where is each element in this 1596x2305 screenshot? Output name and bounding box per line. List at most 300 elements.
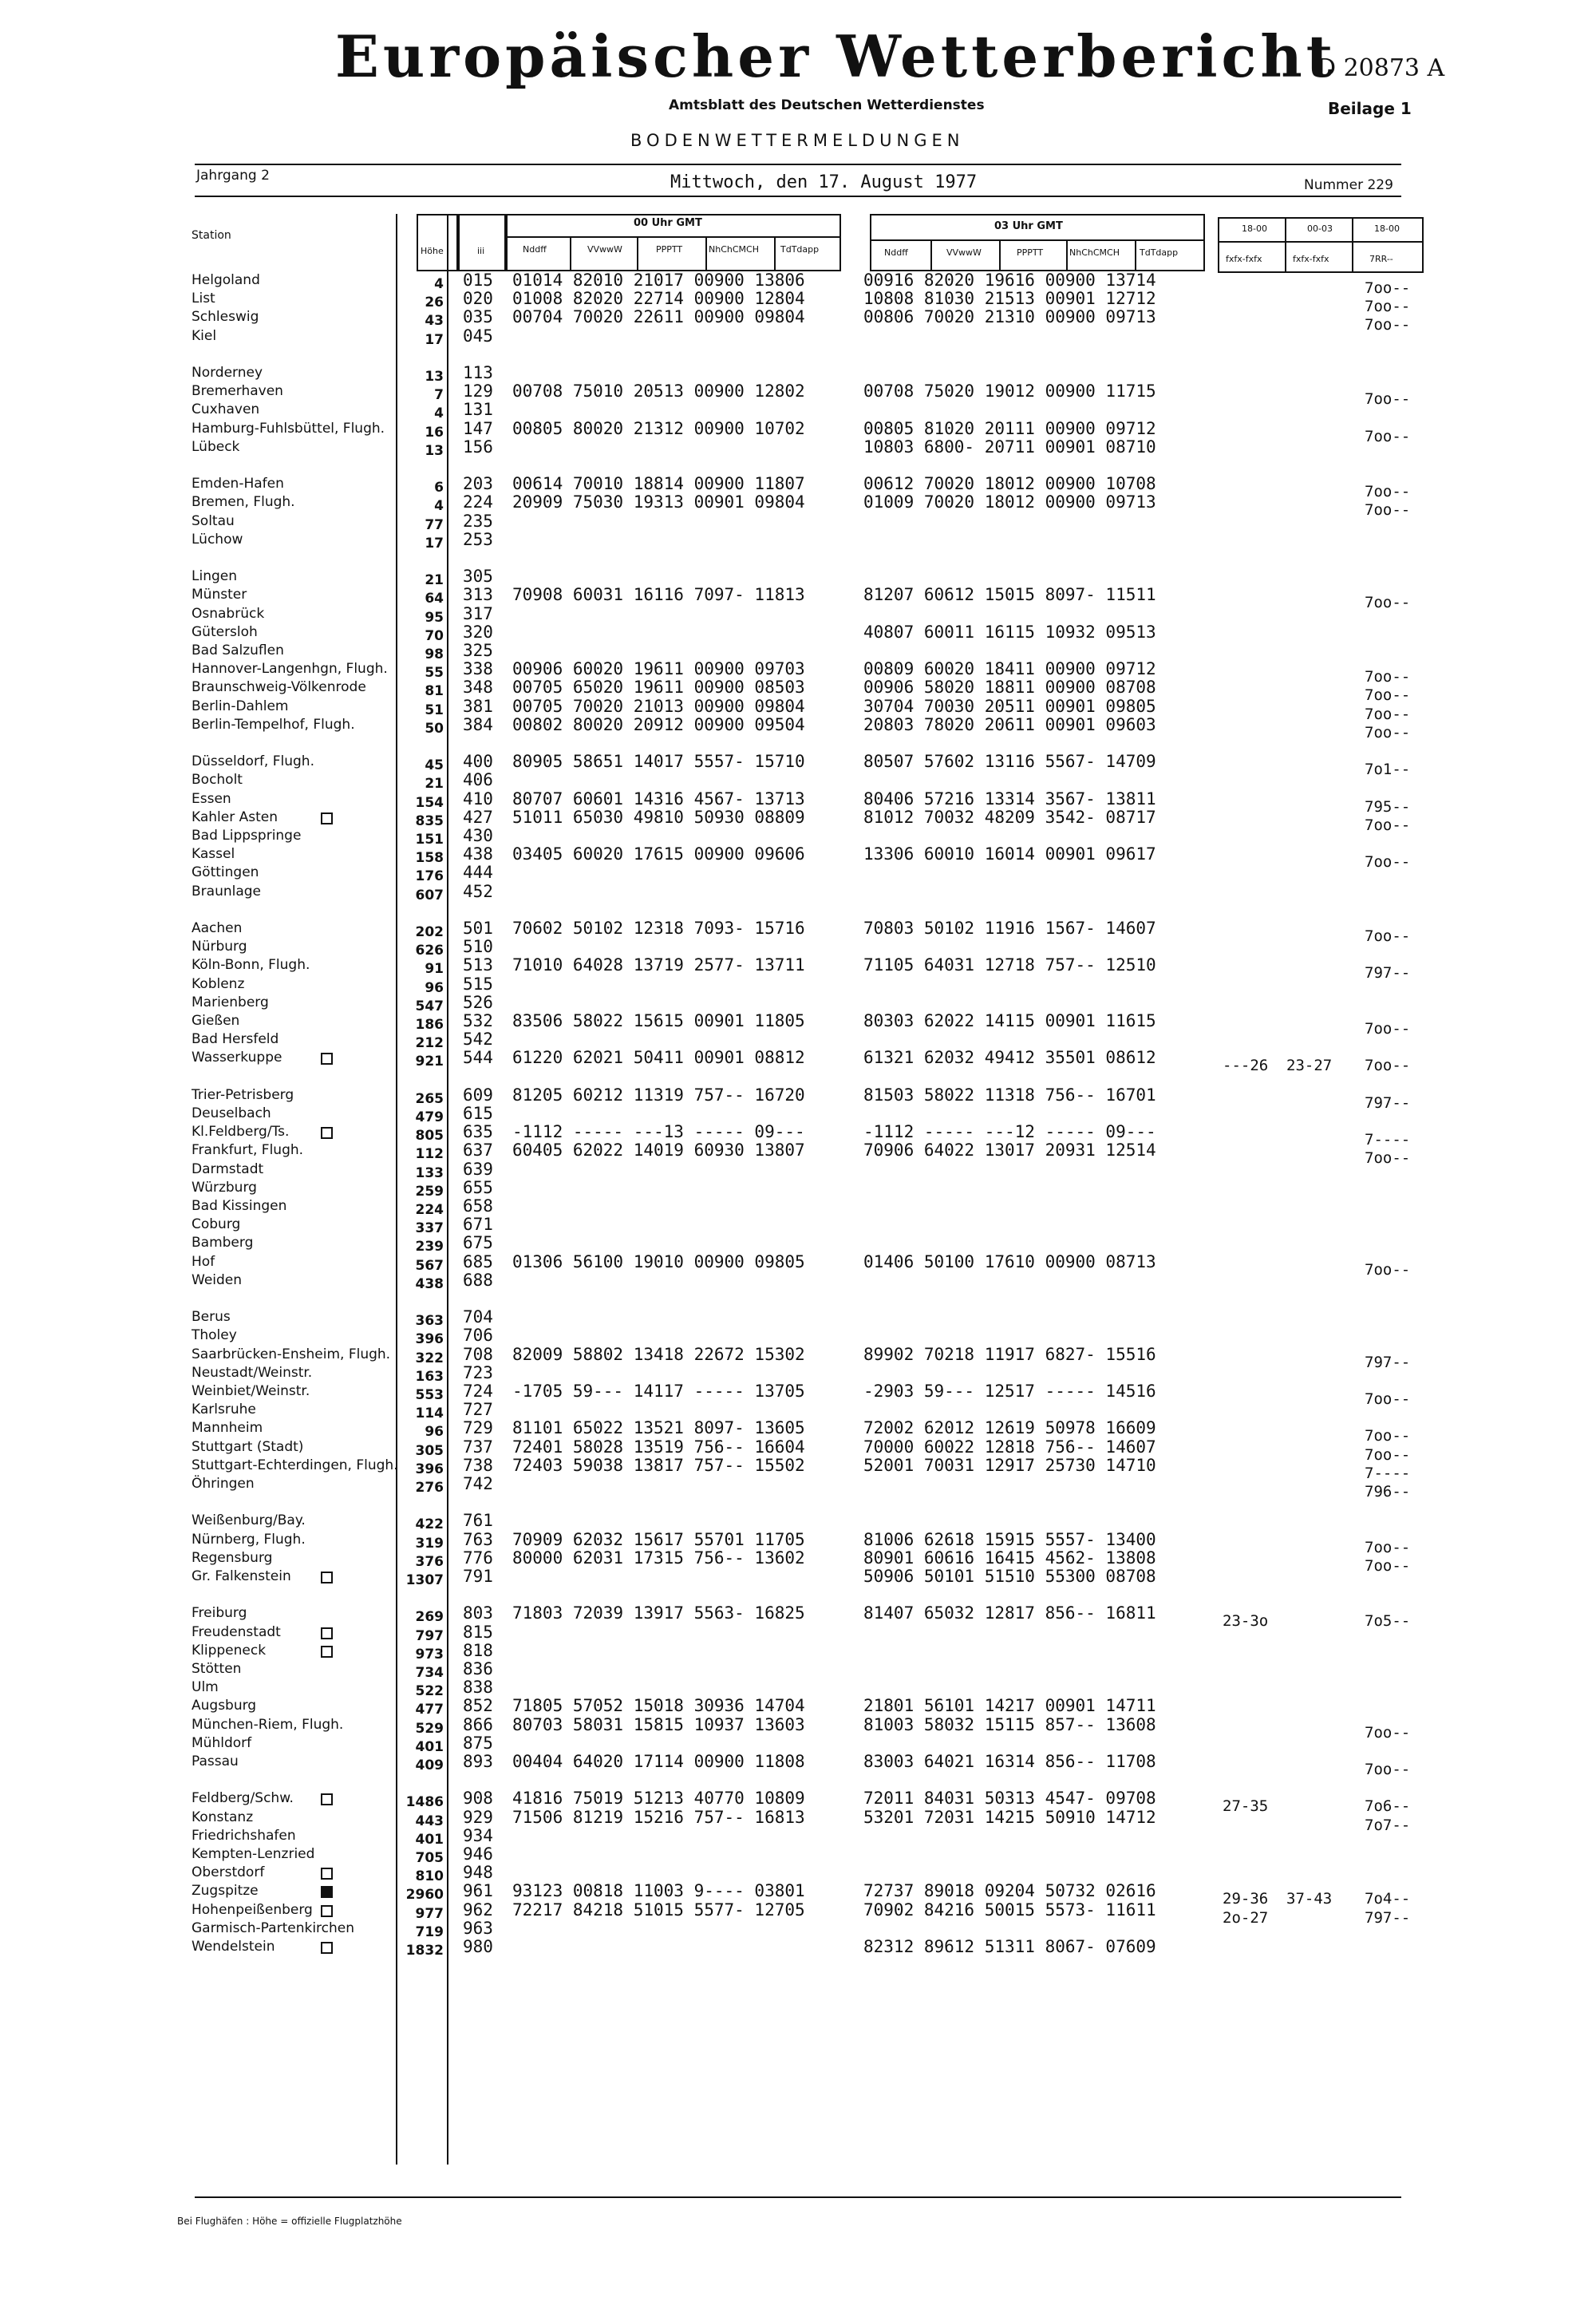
station-number: 671 <box>463 1215 493 1235</box>
extra-sep <box>1285 217 1286 273</box>
obs-03-gmt: -2903 59--- 12517 ----- 14516 <box>863 1382 1156 1401</box>
obs-00-gmt: 00708 75010 20513 00900 12802 <box>512 382 805 401</box>
obs-03-gmt: 80901 60616 16415 4562- 13808 <box>863 1548 1156 1568</box>
obs-03-gmt: 81407 65032 12817 856-- 16811 <box>863 1603 1156 1623</box>
station-height: 13 <box>425 369 444 385</box>
station-name: Bad Kissingen <box>192 1198 287 1214</box>
obs-00-gmt: 71803 72039 13917 5563- 16825 <box>512 1603 805 1623</box>
station-name: Stuttgart (Stadt) <box>192 1438 304 1455</box>
obs-00-gmt: 60405 62022 14019 60930 13807 <box>512 1141 805 1160</box>
obs-00-gmt: -1112 ----- ---13 ----- 09--- <box>512 1122 805 1142</box>
obs-00-gmt: 71805 57052 15018 30936 14704 <box>512 1696 805 1716</box>
gust-18-00: 2o-27 <box>1223 1908 1269 1927</box>
obs-00-gmt: 81101 65022 13521 8097- 13605 <box>512 1418 805 1438</box>
station-height: 2960 <box>405 1887 444 1904</box>
hoehe-header-box <box>417 214 458 271</box>
obs-03-gmt: 83003 64021 16314 856-- 11708 <box>863 1752 1156 1771</box>
station-number: 501 <box>463 919 493 938</box>
station-number: 704 <box>463 1307 493 1327</box>
station-height: 114 <box>415 1406 444 1422</box>
station-height: 77 <box>425 516 444 533</box>
station-name: Gr. Falkenstein <box>192 1568 291 1584</box>
station-name: Göttingen <box>192 864 259 881</box>
block03-title: 03 Uhr GMT <box>994 220 1063 232</box>
document-title: Europäischer Wetterbericht <box>335 22 1337 90</box>
station-number: 045 <box>463 326 493 346</box>
station-name: Würzburg <box>192 1179 257 1196</box>
station-number: 723 <box>463 1362 493 1382</box>
obs-03-gmt: 52001 70031 12917 25730 14710 <box>863 1455 1156 1475</box>
station-number: 381 <box>463 696 493 716</box>
station-height: 133 <box>415 1164 444 1181</box>
precip-group: 7oo-- <box>1365 390 1411 409</box>
station-number: 427 <box>463 807 493 827</box>
precip-group: 7---- <box>1365 1131 1411 1149</box>
station-number: 338 <box>463 659 493 679</box>
obs-00-gmt: 00704 70020 22611 00900 09804 <box>512 307 805 327</box>
iii-header-box <box>458 214 506 271</box>
precip-group: 7oo-- <box>1365 1020 1411 1038</box>
open-square-icon <box>321 1868 333 1880</box>
obs-03-gmt: 80507 57602 13116 5567- 14709 <box>863 752 1156 772</box>
station-name: Klippeneck <box>192 1642 267 1659</box>
obs-03-gmt: 71105 64031 12718 757-- 12510 <box>863 955 1156 975</box>
obs-03-gmt: 50906 50101 51510 55300 08708 <box>863 1567 1156 1586</box>
station-name: Münster <box>192 587 247 603</box>
station-height: 64 <box>425 591 444 607</box>
station-height: 269 <box>415 1609 444 1626</box>
precip-group: 7o1-- <box>1365 761 1411 779</box>
beilage-label: Beilage 1 <box>1328 99 1412 118</box>
station-height: 422 <box>415 1516 444 1533</box>
obs-00-gmt: 00705 70020 21013 00900 09804 <box>512 696 805 716</box>
column-header-hoehe: Höhe <box>421 246 444 256</box>
obs-03-gmt: 81003 58032 15115 857-- 13608 <box>863 1714 1156 1734</box>
section-title: BODENWETTERMELDUNGEN <box>630 131 965 150</box>
station-name: Mannheim <box>192 1420 263 1437</box>
precip-group: 7oo-- <box>1365 853 1411 872</box>
station-name: Schleswig <box>192 309 259 326</box>
precip-group: 7oo-- <box>1365 1149 1411 1168</box>
precip-group: 796-- <box>1365 1483 1411 1500</box>
station-height: 13 <box>425 442 444 459</box>
station-name: Bremerhaven <box>192 383 283 400</box>
obs-03-gmt: 01009 70020 18012 00900 09713 <box>863 492 1156 512</box>
station-height: 479 <box>415 1109 444 1125</box>
obs-03-gmt: 70000 60022 12818 756-- 14607 <box>863 1437 1156 1457</box>
precip-group: 7oo-- <box>1365 1723 1411 1742</box>
station-height: 163 <box>415 1368 444 1385</box>
station-name: Tholey <box>192 1327 237 1344</box>
station-name: Essen <box>192 790 231 807</box>
precip-group: 7oo-- <box>1365 723 1411 741</box>
station-number: 708 <box>463 1344 493 1364</box>
station-height: 96 <box>425 979 444 996</box>
station-height: 553 <box>415 1387 444 1403</box>
precip-group: 7o4-- <box>1365 1890 1411 1908</box>
station-height: 734 <box>415 1665 444 1681</box>
station-name: Zugspitze <box>192 1883 259 1900</box>
block00-col-2: VVwwW <box>587 244 622 255</box>
station-height: 43 <box>425 313 444 330</box>
station-height: 719 <box>415 1923 444 1940</box>
station-number: 113 <box>463 363 493 382</box>
station-number: 129 <box>463 382 493 401</box>
obs-03-gmt: 00805 81020 20111 00900 09712 <box>863 418 1156 438</box>
station-number: 320 <box>463 622 493 642</box>
station-name: Hohenpeißenberg <box>192 1901 313 1918</box>
precip-group: 7oo-- <box>1365 686 1411 705</box>
station-number: 015 <box>463 271 493 290</box>
obs-00-gmt: 00906 60020 19611 00900 09703 <box>512 659 805 679</box>
precip-group: 797-- <box>1365 964 1411 982</box>
precip-group: 7oo-- <box>1365 1390 1411 1408</box>
obs-03-gmt: 00708 75020 19012 00900 11715 <box>863 382 1156 401</box>
station-name: Karlsruhe <box>192 1402 256 1418</box>
station-number: 325 <box>463 641 493 660</box>
station-number: 406 <box>463 770 493 790</box>
station-height: 6 <box>434 480 444 496</box>
station-height: 224 <box>415 1202 444 1218</box>
station-name: Braunschweig-Völkenrode <box>192 679 366 696</box>
station-number: 639 <box>463 1159 493 1179</box>
station-height: 259 <box>415 1183 444 1200</box>
block03-col-5: TdTdapp <box>1140 247 1179 258</box>
document-code: D 20873 A <box>1317 54 1445 82</box>
obs-00-gmt: 41816 75019 51213 40770 10809 <box>512 1789 805 1809</box>
station-number: 818 <box>463 1640 493 1660</box>
obs-00-gmt: 72217 84218 51015 5577- 12705 <box>512 1900 805 1920</box>
obs-03-gmt: 21801 56101 14217 00901 14711 <box>863 1696 1156 1716</box>
precip-group: 7oo-- <box>1365 594 1411 612</box>
station-name: Bad Hersfeld <box>192 1031 279 1048</box>
station-name: Düsseldorf, Flugh. <box>192 753 314 770</box>
station-number: 305 <box>463 567 493 587</box>
extra-col-2: 00-03 <box>1307 223 1333 234</box>
station-name: Weißenburg/Bay. <box>192 1512 306 1529</box>
station-number: 893 <box>463 1752 493 1771</box>
station-height: 17 <box>425 331 444 348</box>
station-height: 443 <box>415 1813 444 1829</box>
station-number: 526 <box>463 992 493 1012</box>
hoehe-right-rule <box>447 214 448 2165</box>
block00-col-4: NhChCMCH <box>709 244 759 255</box>
station-name: Koblenz <box>192 975 245 992</box>
obs-00-gmt: 00805 80020 21312 00900 10702 <box>512 418 805 438</box>
station-height: 265 <box>415 1090 444 1107</box>
precip-group: 7oo-- <box>1365 1761 1411 1778</box>
station-height: 921 <box>415 1054 444 1070</box>
station-number: 203 <box>463 474 493 494</box>
obs-03-gmt: 72011 84031 50313 4547- 09708 <box>863 1789 1156 1809</box>
extra-sub-3: 7RR-- <box>1369 254 1393 264</box>
open-square-icon <box>321 1905 333 1917</box>
precip-group: 7oo-- <box>1365 927 1411 945</box>
station-height: 322 <box>415 1350 444 1366</box>
station-height: 319 <box>415 1535 444 1552</box>
station-number: 961 <box>463 1881 493 1901</box>
station-name: Bremen, Flugh. <box>192 494 295 511</box>
open-square-icon <box>321 1627 333 1639</box>
obs-00-gmt: 80000 62031 17315 756-- 13602 <box>512 1548 805 1568</box>
station-height: 835 <box>415 812 444 829</box>
station-height: 186 <box>415 1017 444 1033</box>
station-height: 1832 <box>405 1943 444 1959</box>
obs-03-gmt: 72737 89018 09204 50732 02616 <box>863 1881 1156 1901</box>
station-name: Stuttgart-Echterdingen, Flugh. <box>192 1457 398 1473</box>
gust-18-00: 29-36 <box>1223 1890 1269 1908</box>
station-height: 705 <box>415 1850 444 1866</box>
obs-00-gmt: 72403 59038 13817 757-- 15502 <box>512 1455 805 1475</box>
obs-00-gmt: 00404 64020 17114 00900 11808 <box>512 1752 805 1771</box>
block00-sep <box>705 236 707 271</box>
station-height: 45 <box>425 757 444 774</box>
station-height: 17 <box>425 535 444 552</box>
header-rule <box>195 196 1401 197</box>
station-height: 21 <box>425 776 444 793</box>
station-name: Hof <box>192 1253 215 1270</box>
station-height: 567 <box>415 1257 444 1274</box>
column-header-station: Station <box>192 229 231 242</box>
station-name: Kempten-Lenzried <box>192 1846 315 1862</box>
jahrgang-label: Jahrgang 2 <box>196 168 270 184</box>
station-number: 815 <box>463 1622 493 1642</box>
station-height: 91 <box>425 961 444 978</box>
station-number: 313 <box>463 585 493 605</box>
station-name: Weiden <box>192 1271 243 1288</box>
obs-00-gmt: 93123 00818 11003 9---- 03801 <box>512 1881 805 1901</box>
station-number: 963 <box>463 1918 493 1938</box>
station-name: Augsburg <box>192 1698 257 1714</box>
station-name: Freudenstadt <box>192 1623 281 1640</box>
station-height: 1307 <box>405 1572 444 1588</box>
station-name: Feldberg/Schw. <box>192 1790 294 1807</box>
obs-03-gmt: 72002 62012 12619 50978 16609 <box>863 1418 1156 1438</box>
block03-col-4: NhChCMCH <box>1069 247 1120 258</box>
precip-group: 7o7-- <box>1365 1816 1411 1834</box>
extra-divider <box>1218 241 1424 243</box>
station-number: 685 <box>463 1251 493 1271</box>
obs-00-gmt: 81205 60212 11319 757-- 16720 <box>512 1085 805 1105</box>
obs-00-gmt: 20909 75030 19313 00901 09804 <box>512 492 805 512</box>
station-number: 253 <box>463 529 493 549</box>
station-height: 55 <box>425 665 444 682</box>
station-number: 742 <box>463 1474 493 1493</box>
station-name: Konstanz <box>192 1809 254 1825</box>
station-name: Friedrichshafen <box>192 1827 296 1844</box>
station-name: Deuselbach <box>192 1105 271 1121</box>
station-name: Lüchow <box>192 531 243 548</box>
bottom-rule <box>195 2196 1401 2198</box>
open-square-icon <box>321 1793 333 1805</box>
station-number: 317 <box>463 603 493 623</box>
station-number: 615 <box>463 1104 493 1123</box>
station-name: Ulm <box>192 1679 219 1696</box>
station-number: 513 <box>463 955 493 975</box>
precip-group: 7oo-- <box>1365 279 1411 297</box>
station-height: 626 <box>415 943 444 959</box>
station-number: 609 <box>463 1085 493 1105</box>
precip-group: 7---- <box>1365 1464 1411 1482</box>
station-number: 706 <box>463 1326 493 1346</box>
obs-03-gmt: 30704 70030 20511 00901 09805 <box>863 696 1156 716</box>
station-name: Oberstdorf <box>192 1864 265 1881</box>
station-number: 875 <box>463 1733 493 1753</box>
station-name: Berus <box>192 1309 231 1326</box>
station-number: 763 <box>463 1529 493 1549</box>
station-height: 21 <box>425 572 444 589</box>
station-height: 363 <box>415 1313 444 1330</box>
station-number: 675 <box>463 1233 493 1253</box>
obs-03-gmt: 70902 84216 50015 5573- 11611 <box>863 1900 1156 1920</box>
station-number: 791 <box>463 1567 493 1586</box>
obs-00-gmt: 72401 58028 13519 756-- 16604 <box>512 1437 805 1457</box>
station-name: Öhringen <box>192 1476 255 1492</box>
station-name: Braunlage <box>192 883 262 899</box>
station-name: Bamberg <box>192 1235 254 1251</box>
station-height: 26 <box>425 295 444 311</box>
precip-group: 7oo-- <box>1365 316 1411 334</box>
gust-00-03: 37-43 <box>1286 1890 1333 1908</box>
precip-group: 7oo-- <box>1365 298 1411 316</box>
station-number: 384 <box>463 714 493 734</box>
precip-group: 7oo-- <box>1365 668 1411 686</box>
station-name: Gießen <box>192 1013 240 1029</box>
station-number: 410 <box>463 789 493 809</box>
obs-03-gmt: 70803 50102 11916 1567- 14607 <box>863 919 1156 938</box>
station-height: 396 <box>415 1461 444 1477</box>
block03-sep <box>1066 239 1068 271</box>
station-name: Trier-Petrisberg <box>192 1086 294 1103</box>
station-number: 838 <box>463 1678 493 1698</box>
station-number: 729 <box>463 1418 493 1438</box>
station-number: 738 <box>463 1455 493 1475</box>
station-name: Köln-Bonn, Flugh. <box>192 957 310 974</box>
station-height: 4 <box>434 405 444 422</box>
station-name: Nürburg <box>192 939 247 955</box>
obs-03-gmt: 20803 78020 20611 00901 09603 <box>863 714 1156 734</box>
station-name: Emden-Hafen <box>192 476 284 492</box>
station-number: 934 <box>463 1825 493 1845</box>
station-name: Norderney <box>192 365 263 381</box>
gust-18-00: ---26 <box>1223 1057 1269 1075</box>
station-number: 655 <box>463 1177 493 1197</box>
station-number: 510 <box>463 937 493 957</box>
station-name: München-Riem, Flugh. <box>192 1716 344 1733</box>
block00-divider <box>506 236 841 238</box>
obs-03-gmt: 10803 6800- 20711 00901 08710 <box>863 437 1156 457</box>
extra-col-3: 18-00 <box>1374 223 1400 234</box>
station-number: 400 <box>463 752 493 772</box>
station-number: 724 <box>463 1382 493 1401</box>
station-name: Hannover-Langenhgn, Flugh. <box>192 661 388 678</box>
precip-group: 797-- <box>1365 1093 1411 1112</box>
station-name: Gütersloh <box>192 623 258 640</box>
station-name: Wasserkuppe <box>192 1050 282 1066</box>
station-name: Berlin-Tempelhof, Flugh. <box>192 716 355 733</box>
precip-group: 7oo-- <box>1365 816 1411 834</box>
precip-group: 7oo-- <box>1365 1538 1411 1556</box>
station-name: Bocholt <box>192 772 243 789</box>
station-number: 438 <box>463 844 493 864</box>
obs-03-gmt: 53201 72031 14215 50910 14712 <box>863 1807 1156 1827</box>
station-number: 803 <box>463 1603 493 1623</box>
block00-sep <box>570 236 571 271</box>
block00-sep <box>774 236 776 271</box>
station-number: 515 <box>463 974 493 994</box>
obs-00-gmt: 71506 81219 15216 757-- 16813 <box>512 1807 805 1827</box>
gust-18-00: 27-35 <box>1223 1797 1269 1816</box>
obs-03-gmt: 00916 82020 19616 00900 13714 <box>863 271 1156 290</box>
obs-03-gmt: 80406 57216 13314 3567- 13811 <box>863 789 1156 809</box>
station-name: Lübeck <box>192 438 240 455</box>
station-number: 532 <box>463 1011 493 1030</box>
station-number: 688 <box>463 1270 493 1290</box>
extra-sub-1: fxfx-fxfx <box>1226 254 1262 264</box>
station-name: Garmisch-Partenkirchen <box>192 1920 355 1936</box>
station-height: 810 <box>415 1868 444 1885</box>
station-number: 852 <box>463 1696 493 1716</box>
station-name: Lingen <box>192 568 237 585</box>
precip-group: 797-- <box>1365 1908 1411 1927</box>
station-height: 409 <box>415 1757 444 1773</box>
issue-date: Mittwoch, den 17. August 1977 <box>670 172 978 192</box>
obs-00-gmt: 00705 65020 19611 00900 08503 <box>512 678 805 698</box>
station-name: Darmstadt <box>192 1160 264 1177</box>
station-name: Neustadt/Weinstr. <box>192 1364 313 1381</box>
station-height: 154 <box>415 794 444 811</box>
station-height: 158 <box>415 850 444 867</box>
station-height: 396 <box>415 1331 444 1348</box>
obs-00-gmt: 03405 60020 17615 00900 09606 <box>512 844 805 864</box>
station-number: 131 <box>463 400 493 420</box>
obs-03-gmt: 00806 70020 21310 00900 09713 <box>863 307 1156 327</box>
station-height: 51 <box>425 702 444 718</box>
block00-col-3: PPPTT <box>656 244 683 255</box>
station-number: 761 <box>463 1511 493 1531</box>
station-name: Soltau <box>192 512 235 529</box>
station-number: 544 <box>463 1048 493 1068</box>
obs-00-gmt: 80703 58031 15815 10937 13603 <box>512 1714 805 1734</box>
station-name: Kassel <box>192 846 235 863</box>
station-name: Kiel <box>192 327 217 344</box>
block03-sep <box>1135 239 1136 271</box>
obs-00-gmt: 51011 65030 49810 50930 08809 <box>512 807 805 827</box>
issue-number: Nummer 229 <box>1304 177 1393 193</box>
obs-00-gmt: -1705 59--- 14117 ----- 13705 <box>512 1382 805 1401</box>
column-header-iii: iii <box>477 246 485 256</box>
obs-03-gmt: 00612 70020 18012 00900 10708 <box>863 474 1156 494</box>
station-name: Helgoland <box>192 272 260 288</box>
precip-group: 7oo-- <box>1365 501 1411 520</box>
obs-03-gmt: 81012 70032 48209 3542- 08717 <box>863 807 1156 827</box>
block03-col-1: Nddff <box>884 247 908 258</box>
station-number: 836 <box>463 1659 493 1678</box>
station-height: 1486 <box>405 1794 444 1811</box>
obs-00-gmt: 70908 60031 16116 7097- 11813 <box>512 585 805 605</box>
obs-03-gmt: 70906 64022 13017 20931 12514 <box>863 1141 1156 1160</box>
station-name: Marienberg <box>192 994 269 1010</box>
obs-00-gmt: 61220 62021 50411 00901 08812 <box>512 1048 805 1068</box>
station-height: 376 <box>415 1553 444 1570</box>
station-height: 16 <box>425 424 444 441</box>
obs-00-gmt: 00614 70010 18814 00900 11807 <box>512 474 805 494</box>
station-height: 337 <box>415 1220 444 1237</box>
precip-group: 7o6-- <box>1365 1797 1411 1816</box>
station-height: 4 <box>434 276 444 292</box>
station-number: 020 <box>463 289 493 309</box>
station-number: 908 <box>463 1789 493 1809</box>
